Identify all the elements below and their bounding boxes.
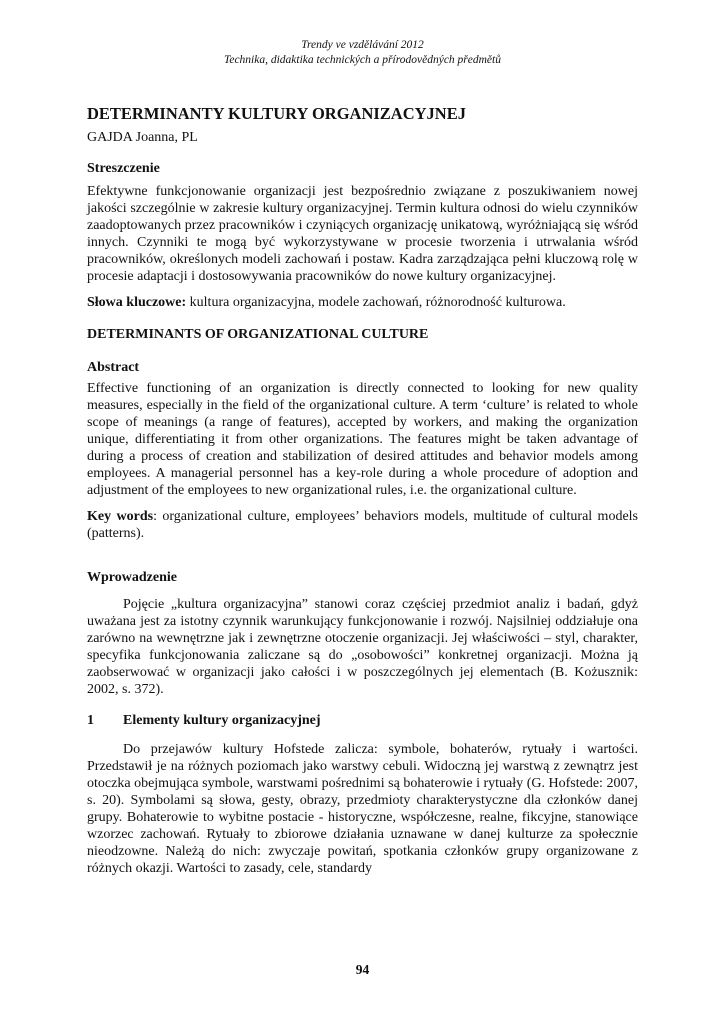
author-line: GAJDA Joanna, PL [87, 130, 198, 145]
keywords-pl-label: Słowa kluczowe: [87, 295, 187, 310]
section-1-text: Do przejawów kultury Hofstede zalicza: symbole, bohaterów, rytuały i wartości. Przedstawił je na różnych poziomach jako warstwy cebuli. Widoczną jej warstwą z zewnątrz jest otoczka obejmująca symbole, warstwami pośrednimi są bohaterowie i rytuały (G. Hofstede: 2007, s. 20). Symbolami są słowa, gesty, obrazy, przedmioty charakterystyczne dla członków danej grupy. Bohaterowie to wybitne postacie - historyczne, współczesne, realne, fikcyjne, stanowiące wzorzec zachowań. Rytuały to zbiorowe działania uznawane w danej kulturze za społecznie nieodzowne. Należą do nich: zwyczaje powitań, spotkania członków grupy organizowane z różnych okazji. Wartości to zasady, cele, standardy [87, 742, 638, 876]
page-number: 94 [355, 962, 370, 977]
keywords-pl-values: kultura organizacyjna, modele zachowań, różnorodność kulturowa. [186, 295, 566, 310]
intro-text: Pojęcie „kultura organizacyjna” stanowi coraz częściej przedmiot analiz i badań, gdyż uważana jest za istotny czynnik warunkujący funkcjonowanie i rozwój. Najsilniej oddziałuje ona zarówno na wewnętrzne jak i zewnętrzne otoczenie organizacji. Jej właściwości – styl, charakter, specyfika funkcjonowania zaliczane są do „osobowości” konkretnej organizacji. Można ją zaobserwować w organizacji jako całości i w poszczególnych jej elementach (B. Kożusznik: 2002, s. 372). [87, 597, 638, 697]
intro-heading: Wprowadzenie [87, 570, 177, 585]
keywords-en-label: Key words [87, 509, 154, 524]
article-title: DETERMINANTY KULTURY ORGANIZACYJNEJ [87, 104, 466, 123]
running-header [0, 38, 725, 68]
keywords-en-values: : organizational culture, employees’ behaviors models, multitude of cultural models (patterns). [87, 509, 639, 541]
abstract-en-heading: Abstract [87, 360, 140, 375]
header-line-1: Trendy ve vzdělávání 2012 [301, 39, 424, 51]
keywords-en [87, 508, 638, 542]
keywords-pl [87, 294, 638, 311]
article-body [87, 104, 638, 877]
section-1-heading [87, 712, 638, 730]
abstract-pl-heading: Streszczenie [87, 161, 160, 176]
english-title: DETERMINANTS OF ORGANIZATIONAL CULTURE [87, 327, 429, 342]
header-line-2: Technika, didaktika technických a přírodovědných předmětů [224, 54, 501, 66]
section-1-number: 1 [87, 713, 94, 728]
abstract-pl-text: Efektywne funkcjonowanie organizacji jest bezpośrednio związane z poszukiwaniem nowej jakości szczególnie w zakresie kultury organizacyjnej. Termin kultura odnosi do wielu czynników zaadoptowanych przez pracowników i czyniących organizację unikatową, wyróżniającą się wśród innych. Czynniki te mogą być wykorzystywane w procesie tworzenia i utrwalania wśród pracowników, określonych modeli zachowań i postaw. Kadra zarządzająca pełni kluczową rolę w procesie adaptacji i dostosowywania pracowników do nowe kultury organizacyjnej. [87, 184, 638, 284]
section-1-title: Elementy kultury organizacyjnej [123, 713, 321, 728]
abstract-en-text: Effective functioning of an organization is directly connected to looking for new quality measures, especially in the field of the organizational culture. A term ‘culture’ is related to whole scope of meanings (a range of features), accepted by workers, and making the organization unique, differentiating it from other organizations. The features might be taken advantage of during a process of creation and stabilization of desired attitudes and behavior models among employees. A managerial personnel has a key-role during a whole procedure of adoption and adjustment of the employees to new organizational rules, i.e. the organizational culture. [87, 381, 638, 498]
